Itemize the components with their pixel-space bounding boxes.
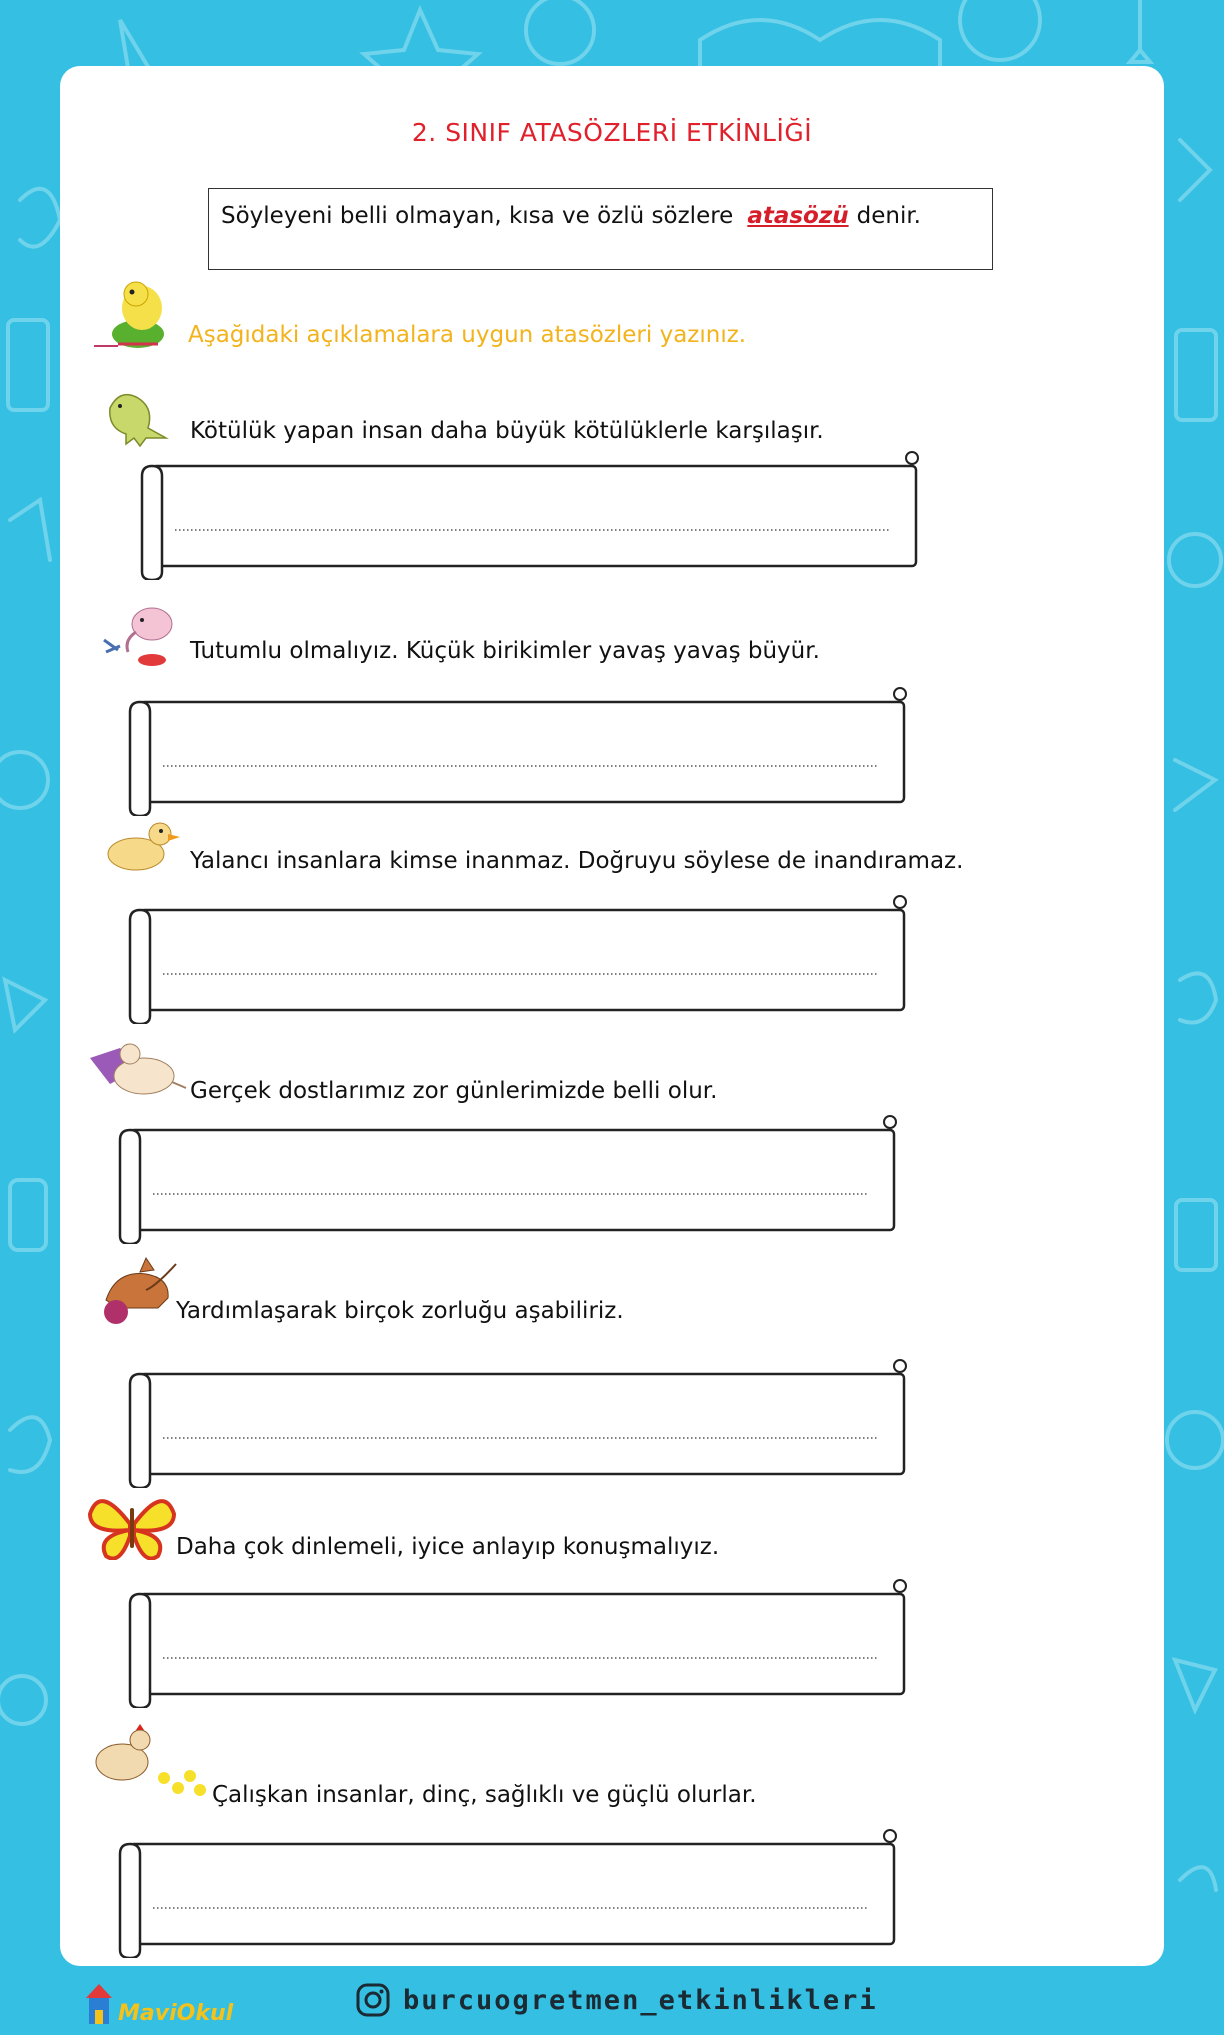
definition-text: Söyleyeni belli olmayan, kısa ve özlü sözlere (221, 203, 734, 229)
question-1-text: Kötülük yapan insan daha büyük kötülüklerle karşılaşır. (190, 418, 824, 444)
answer-scroll-1[interactable] (140, 448, 926, 580)
character-icon (88, 272, 180, 352)
answer-scroll-7[interactable] (118, 1826, 904, 1958)
page-title: 2. SINIF ATASÖZLERİ ETKİNLİĞİ (411, 118, 813, 147)
hen-with-chicks-icon (86, 1722, 210, 1806)
cat-icon (86, 1250, 178, 1330)
definition-box (208, 188, 993, 270)
instruction-text: Aşağıdaki açıklamalara uygun atasözleri yazınız. (188, 322, 747, 348)
answer-scroll-4[interactable] (118, 1112, 904, 1244)
answer-scroll-3[interactable] (128, 892, 914, 1024)
duck-icon (98, 812, 180, 876)
definition-end: denir. (856, 203, 921, 229)
elephant-icon (96, 600, 182, 670)
sleeping-pig-icon (86, 1038, 190, 1108)
question-6-text: Daha çok dinlemeli, iyice anlayıp konuşmalıyız. (176, 1534, 720, 1560)
instagram-icon (355, 1982, 391, 2018)
brand-logo (84, 1976, 233, 2026)
answer-scroll-5[interactable] (128, 1356, 914, 1488)
question-7-text: Çalışkan insanlar, dinç, sağlıklı ve güçlü olurlar. (212, 1782, 757, 1808)
butterfly-icon (86, 1490, 178, 1560)
question-3-text: Yalancı insanlara kimse inanmaz. Doğruyu söylese de inandıramaz. (190, 848, 964, 874)
instagram-handle: burcuogretmen_etkinlikleri (403, 1984, 878, 2016)
answer-scroll-6[interactable] (128, 1576, 914, 1708)
footer-handle (355, 1978, 878, 2022)
question-2-text: Tutumlu olmalıyız. Küçük birikimler yavaş yavaş büyür. (190, 638, 820, 664)
brand-name: MaviOkul (118, 2001, 234, 2026)
dinosaur-icon (100, 378, 180, 448)
question-5-text: Yardımlaşarak birçok zorluğu aşabiliriz. (176, 1298, 624, 1324)
question-4-text: Gerçek dostlarımız zor günlerimizde belli olur. (190, 1078, 718, 1104)
definition-highlight: atasözü (747, 203, 849, 229)
answer-scroll-2[interactable] (128, 684, 914, 816)
school-house-icon (84, 1978, 114, 2026)
